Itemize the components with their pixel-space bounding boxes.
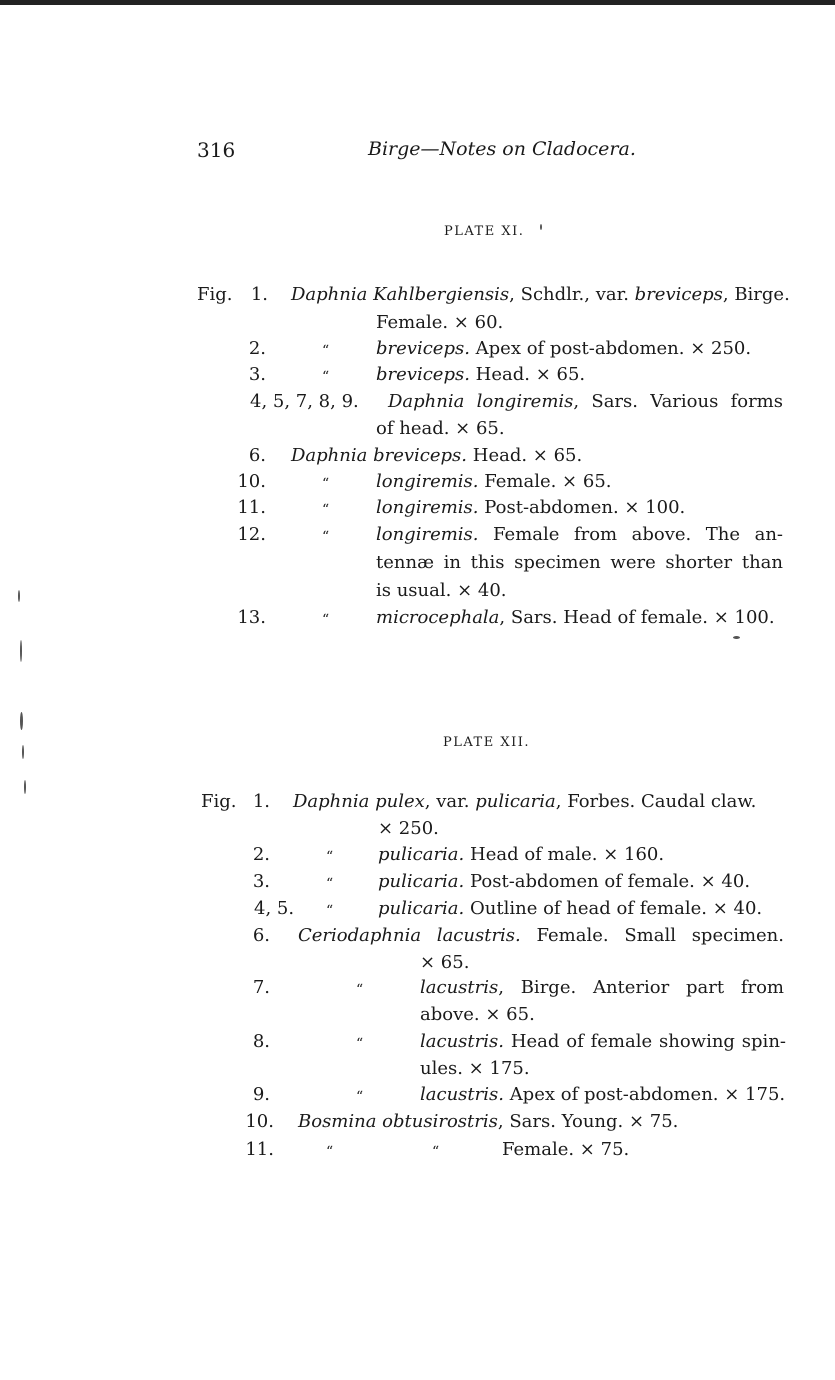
figure-number: 12.: [237, 524, 266, 545]
caption-text: Female. × 65.: [484, 471, 612, 492]
figure-caption: [378, 844, 664, 866]
figure-caption: [298, 1111, 678, 1133]
scan-speck: [22, 745, 24, 759]
ditto-mark: “: [322, 502, 330, 518]
figure-number: 8.: [252, 1031, 270, 1052]
figure-caption: [378, 898, 762, 920]
figure-caption: [376, 607, 775, 629]
species-name: pulicaria.: [378, 871, 465, 892]
caption-text: , Schdlr., var.: [509, 284, 635, 305]
caption-text: Female from above. The an-: [493, 524, 783, 545]
species-name: Ceriodaphnia lacustris.: [298, 925, 521, 946]
figure-caption: [298, 925, 784, 947]
ditto-mark: “: [326, 876, 334, 892]
figure-number: 10.: [245, 1111, 274, 1132]
caption-continuation: × 250.: [378, 818, 439, 839]
figure-caption: [420, 1031, 786, 1053]
caption-text: , Sars. Various forms: [573, 391, 783, 412]
figure-number: 7.: [252, 977, 270, 998]
caption-text: , Sars. Head of female. × 100.: [499, 607, 775, 628]
ditto-mark: “: [356, 1089, 364, 1105]
caption-text: Head of male. × 160.: [470, 844, 665, 865]
figure-caption: [420, 1084, 785, 1106]
caption-text: Apex of post-abdomen. × 250.: [475, 338, 752, 359]
plate-xii-heading: PLATE XII.: [443, 735, 531, 750]
species-name: breviceps.: [376, 364, 470, 385]
caption-text: Apex of post-abdomen. × 175.: [509, 1084, 786, 1105]
species-name: lacustris.: [420, 1031, 504, 1052]
plate-xi-heading: PLATE XI.: [444, 224, 525, 239]
figure-number: 6.: [252, 925, 270, 946]
caption-text: , Forbes. Caudal claw.: [555, 791, 757, 812]
scan-speck: [20, 640, 22, 662]
figure-number: 13.: [237, 607, 266, 628]
figure-caption: Female. × 75.: [502, 1139, 630, 1160]
figure-caption: [388, 391, 783, 413]
caption-text: , Birge.: [722, 284, 790, 305]
figure-caption: [376, 497, 685, 519]
page-number: 316: [197, 138, 236, 162]
ditto-mark: “: [356, 982, 364, 998]
ditto-mark: “: [326, 903, 334, 919]
caption-continuation: ules. × 175.: [420, 1058, 530, 1079]
ditto-mark: “: [322, 612, 330, 628]
figure-number: 4, 5.: [254, 898, 295, 919]
fig-label: Fig.: [197, 284, 233, 305]
figure-number: 1.: [250, 284, 268, 305]
scan-border: [0, 0, 835, 5]
ditto-mark: “: [356, 1036, 364, 1052]
caption-continuation: is usual. × 40.: [376, 580, 507, 601]
figure-number: 11.: [245, 1139, 274, 1160]
figure-caption: [378, 871, 750, 893]
figure-number: 4, 5, 7, 8, 9.: [250, 391, 359, 412]
figure-caption: [376, 338, 751, 360]
running-title: Birge—Notes on Cladocera.: [368, 138, 636, 160]
caption-text: Female. Small specimen.: [536, 925, 784, 946]
caption-text: , var.: [424, 791, 476, 812]
ditto-mark: “: [326, 1144, 334, 1160]
caption-continuation: of head. × 65.: [376, 418, 505, 439]
scan-speck: [733, 636, 740, 639]
species-name: Daphnia longiremis: [388, 391, 574, 412]
species-name: longiremis.: [376, 497, 479, 518]
figure-caption: [291, 284, 790, 306]
species-name: breviceps.: [376, 338, 470, 359]
figure-caption: [291, 445, 582, 467]
species-name: longiremis.: [376, 524, 479, 545]
species-name: Kahlbergiensis: [373, 284, 510, 305]
caption-continuation: above. × 65.: [420, 1004, 535, 1025]
caption-text: Outline of head of female. × 40.: [470, 898, 763, 919]
species-name: lacustris: [420, 977, 499, 998]
figure-caption: [376, 471, 612, 493]
ditto-mark: “: [432, 1144, 440, 1160]
figure-caption: [376, 364, 585, 386]
caption-text: Head. × 65.: [472, 445, 583, 466]
figure-number: 6.: [248, 445, 266, 466]
figure-number: 1.: [252, 791, 270, 812]
species-name: breviceps.: [373, 445, 468, 466]
figure-caption: [293, 791, 756, 813]
genus-name: Daphnia: [293, 791, 370, 812]
caption-text: Head. × 65.: [475, 364, 586, 385]
species-name: longiremis.: [376, 471, 479, 492]
figure-number: 3.: [248, 364, 266, 385]
genus-name: Daphnia: [291, 284, 368, 305]
figure-caption: [376, 524, 783, 546]
ditto-mark: “: [322, 476, 330, 492]
genus-name: Daphnia: [291, 445, 368, 466]
ditto-mark: “: [322, 529, 330, 545]
variety-name: pulicaria: [475, 791, 556, 812]
scan-speck: [24, 780, 26, 794]
ditto-mark: “: [322, 369, 330, 385]
species-name: lacustris.: [420, 1084, 504, 1105]
caption-text: Post-abdomen of female. × 40.: [470, 871, 751, 892]
scan-speck: [540, 224, 542, 230]
figure-number: 10.: [237, 471, 266, 492]
figure-number: 2.: [252, 844, 270, 865]
figure-number: 9.: [252, 1084, 270, 1105]
figure-number: 3.: [252, 871, 270, 892]
figure-number: 11.: [237, 497, 266, 518]
caption-continuation: Female. × 60.: [376, 312, 504, 333]
figure-caption: [420, 977, 784, 999]
fig-label: Fig.: [201, 791, 237, 812]
scan-speck: [20, 712, 23, 730]
variety-name: breviceps: [634, 284, 723, 305]
species-name: pulex: [375, 791, 425, 812]
ditto-mark: “: [326, 849, 334, 865]
caption-text: , Sars. Young. × 75.: [497, 1111, 679, 1132]
species-name: Bosmina obtusirostris: [298, 1111, 498, 1132]
caption-text: Post-abdomen. × 100.: [484, 497, 686, 518]
caption-continuation: × 65.: [420, 952, 470, 973]
species-name: pulicaria.: [378, 898, 465, 919]
caption-continuation: tennæ in this specimen were shorter than: [376, 552, 783, 573]
species-name: microcephala: [376, 607, 500, 628]
scan-speck: [18, 590, 20, 602]
species-name: pulicaria.: [378, 844, 465, 865]
caption-text: Head of female showing spin-: [510, 1031, 786, 1052]
ditto-mark: “: [322, 343, 330, 359]
figure-number: 2.: [248, 338, 266, 359]
caption-text: , Birge. Anterior part from: [498, 977, 784, 998]
